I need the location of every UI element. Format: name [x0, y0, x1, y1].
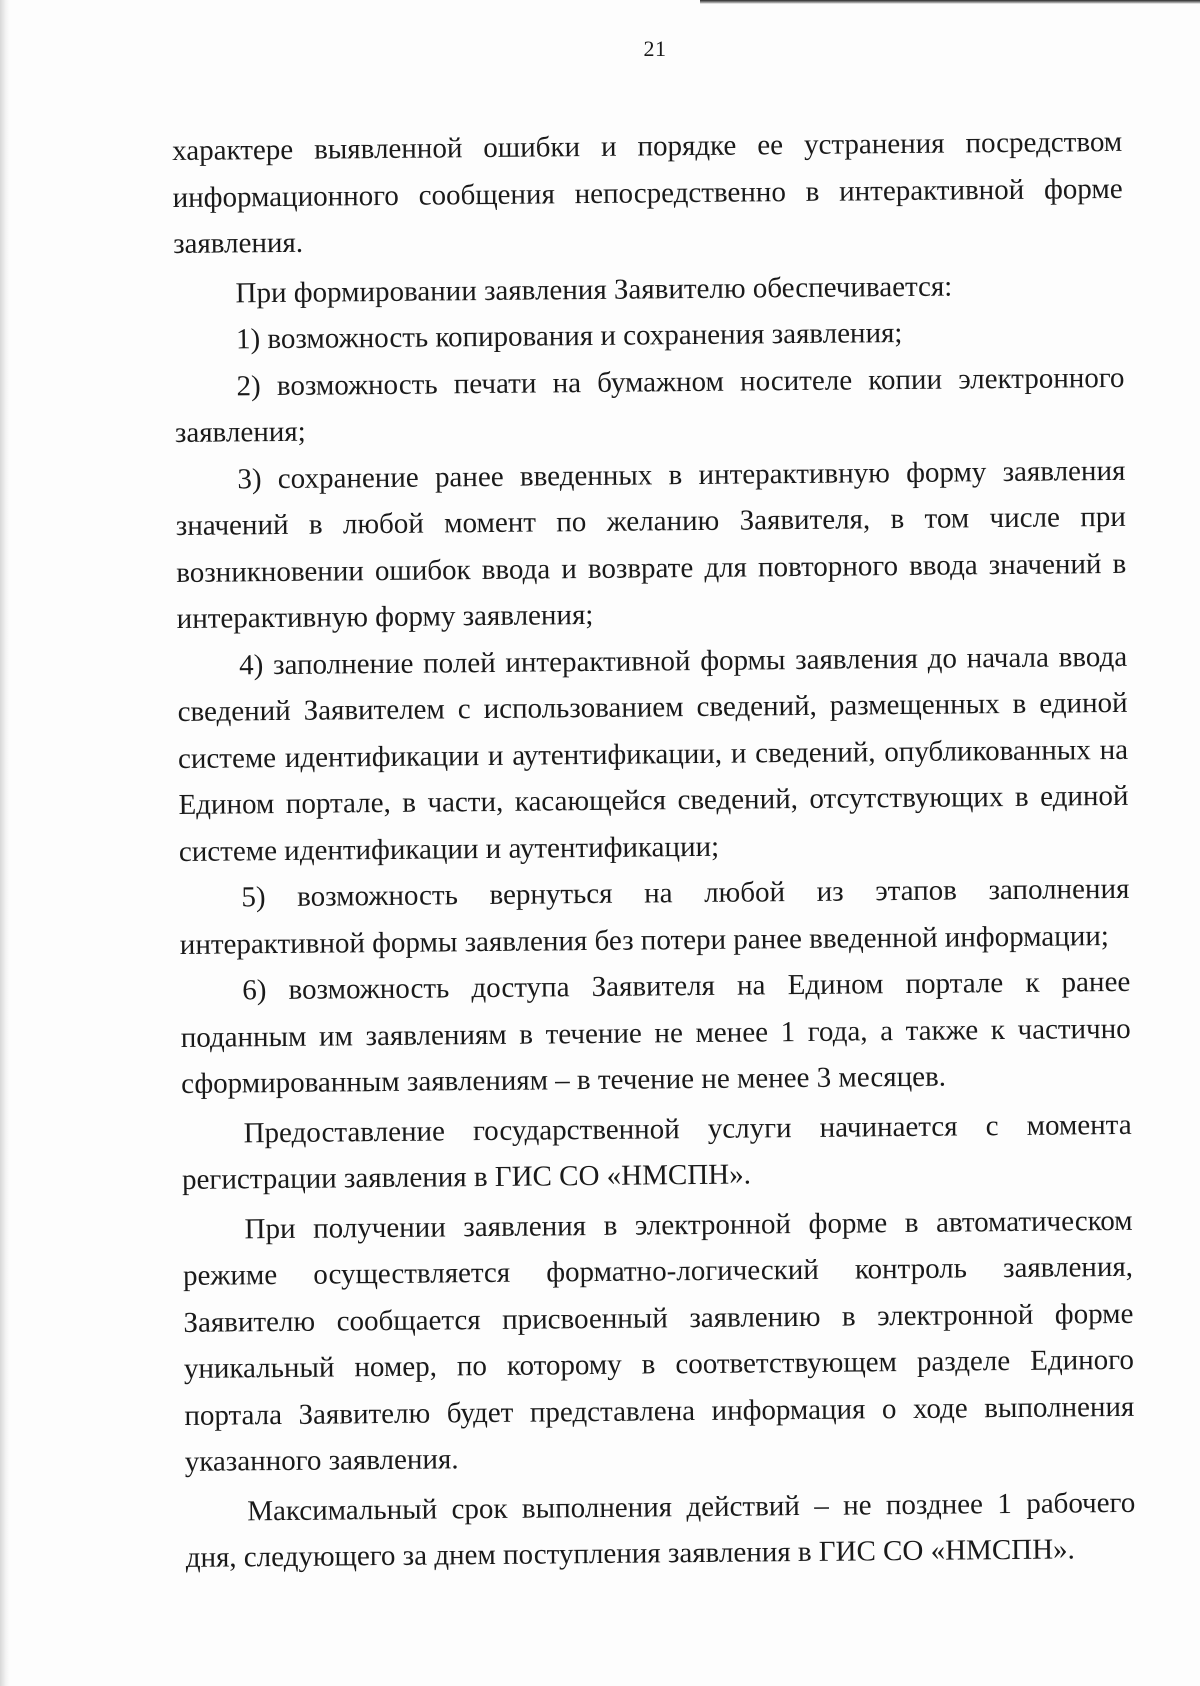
list-item-3: 3) сохранение ранее введенных в интерактивную форму заявления значений в любой момент по желанию Заявителя, в том числе при возникновении ошибок ввода и возврате для повторного ввода значений в интерактивную форму заявления; — [175, 454, 1127, 635]
list-item-5: 5) возможность вернуться на любой из этапов заполнения интерактивной формы заявления без потери ранее введенной информации; — [179, 872, 1130, 961]
paragraph-max-term: Максимальный срок выполнения действий – не позднее 1 рабочего дня, следующего за днем поступления заявления в ГИС СО «НМСПН». — [185, 1486, 1136, 1574]
scan-left-edge — [0, 0, 10, 1686]
document-body — [172, 119, 1136, 1582]
list-item-4: 4) заполнение полей интерактивной формы заявления до начала ввода сведений Заявителем с использованием сведений, размещенных в единой системе идентификации и аутентификации, и сведений, опубликованных на Едином портале, в части, касающейся сведений, отсутствующих в единой системе идентификации и аутентификации; — [177, 640, 1129, 868]
list-item-1: 1) возможность копирования и сохранения заявления; — [235, 316, 903, 356]
scan-top-edge — [700, 0, 1200, 4]
list-item-2: 2) возможность печати на бумажном носителе копии электронного заявления; — [174, 361, 1125, 449]
page-number: 21 — [643, 36, 667, 61]
list-item-6: 6) возможность доступа Заявителя на Едином портале к ранее поданным им заявлениям в течение не менее 1 года, а также к частично сформированным заявлениям – в течение не менее 3 месяцев. — [180, 965, 1131, 1100]
paragraph-electronic-form: При получении заявления в электронной форме в автоматическом режиме осуществляется форматно-логический контроль заявления, Заявителю сообщается присвоенный заявлению в электронной форме уникальный номер, по которому в соответствующем разделе Единого портала Заявителю будет представлена информация о ходе выполнения указанного заявления. — [182, 1204, 1135, 1478]
paragraph-service-start: Предоставление государственной услуги начинается с момента регистрации заявления в ГИС СО «НМСПН». — [181, 1108, 1132, 1196]
paragraph-intro: При формировании заявления Заявителю обеспечивается: — [235, 270, 953, 309]
paragraph-continuation: характере выявленной ошибки и порядке ее устранения посредством информационного сообщения непосредственно в интерактивной форме заявления. — [172, 125, 1123, 260]
